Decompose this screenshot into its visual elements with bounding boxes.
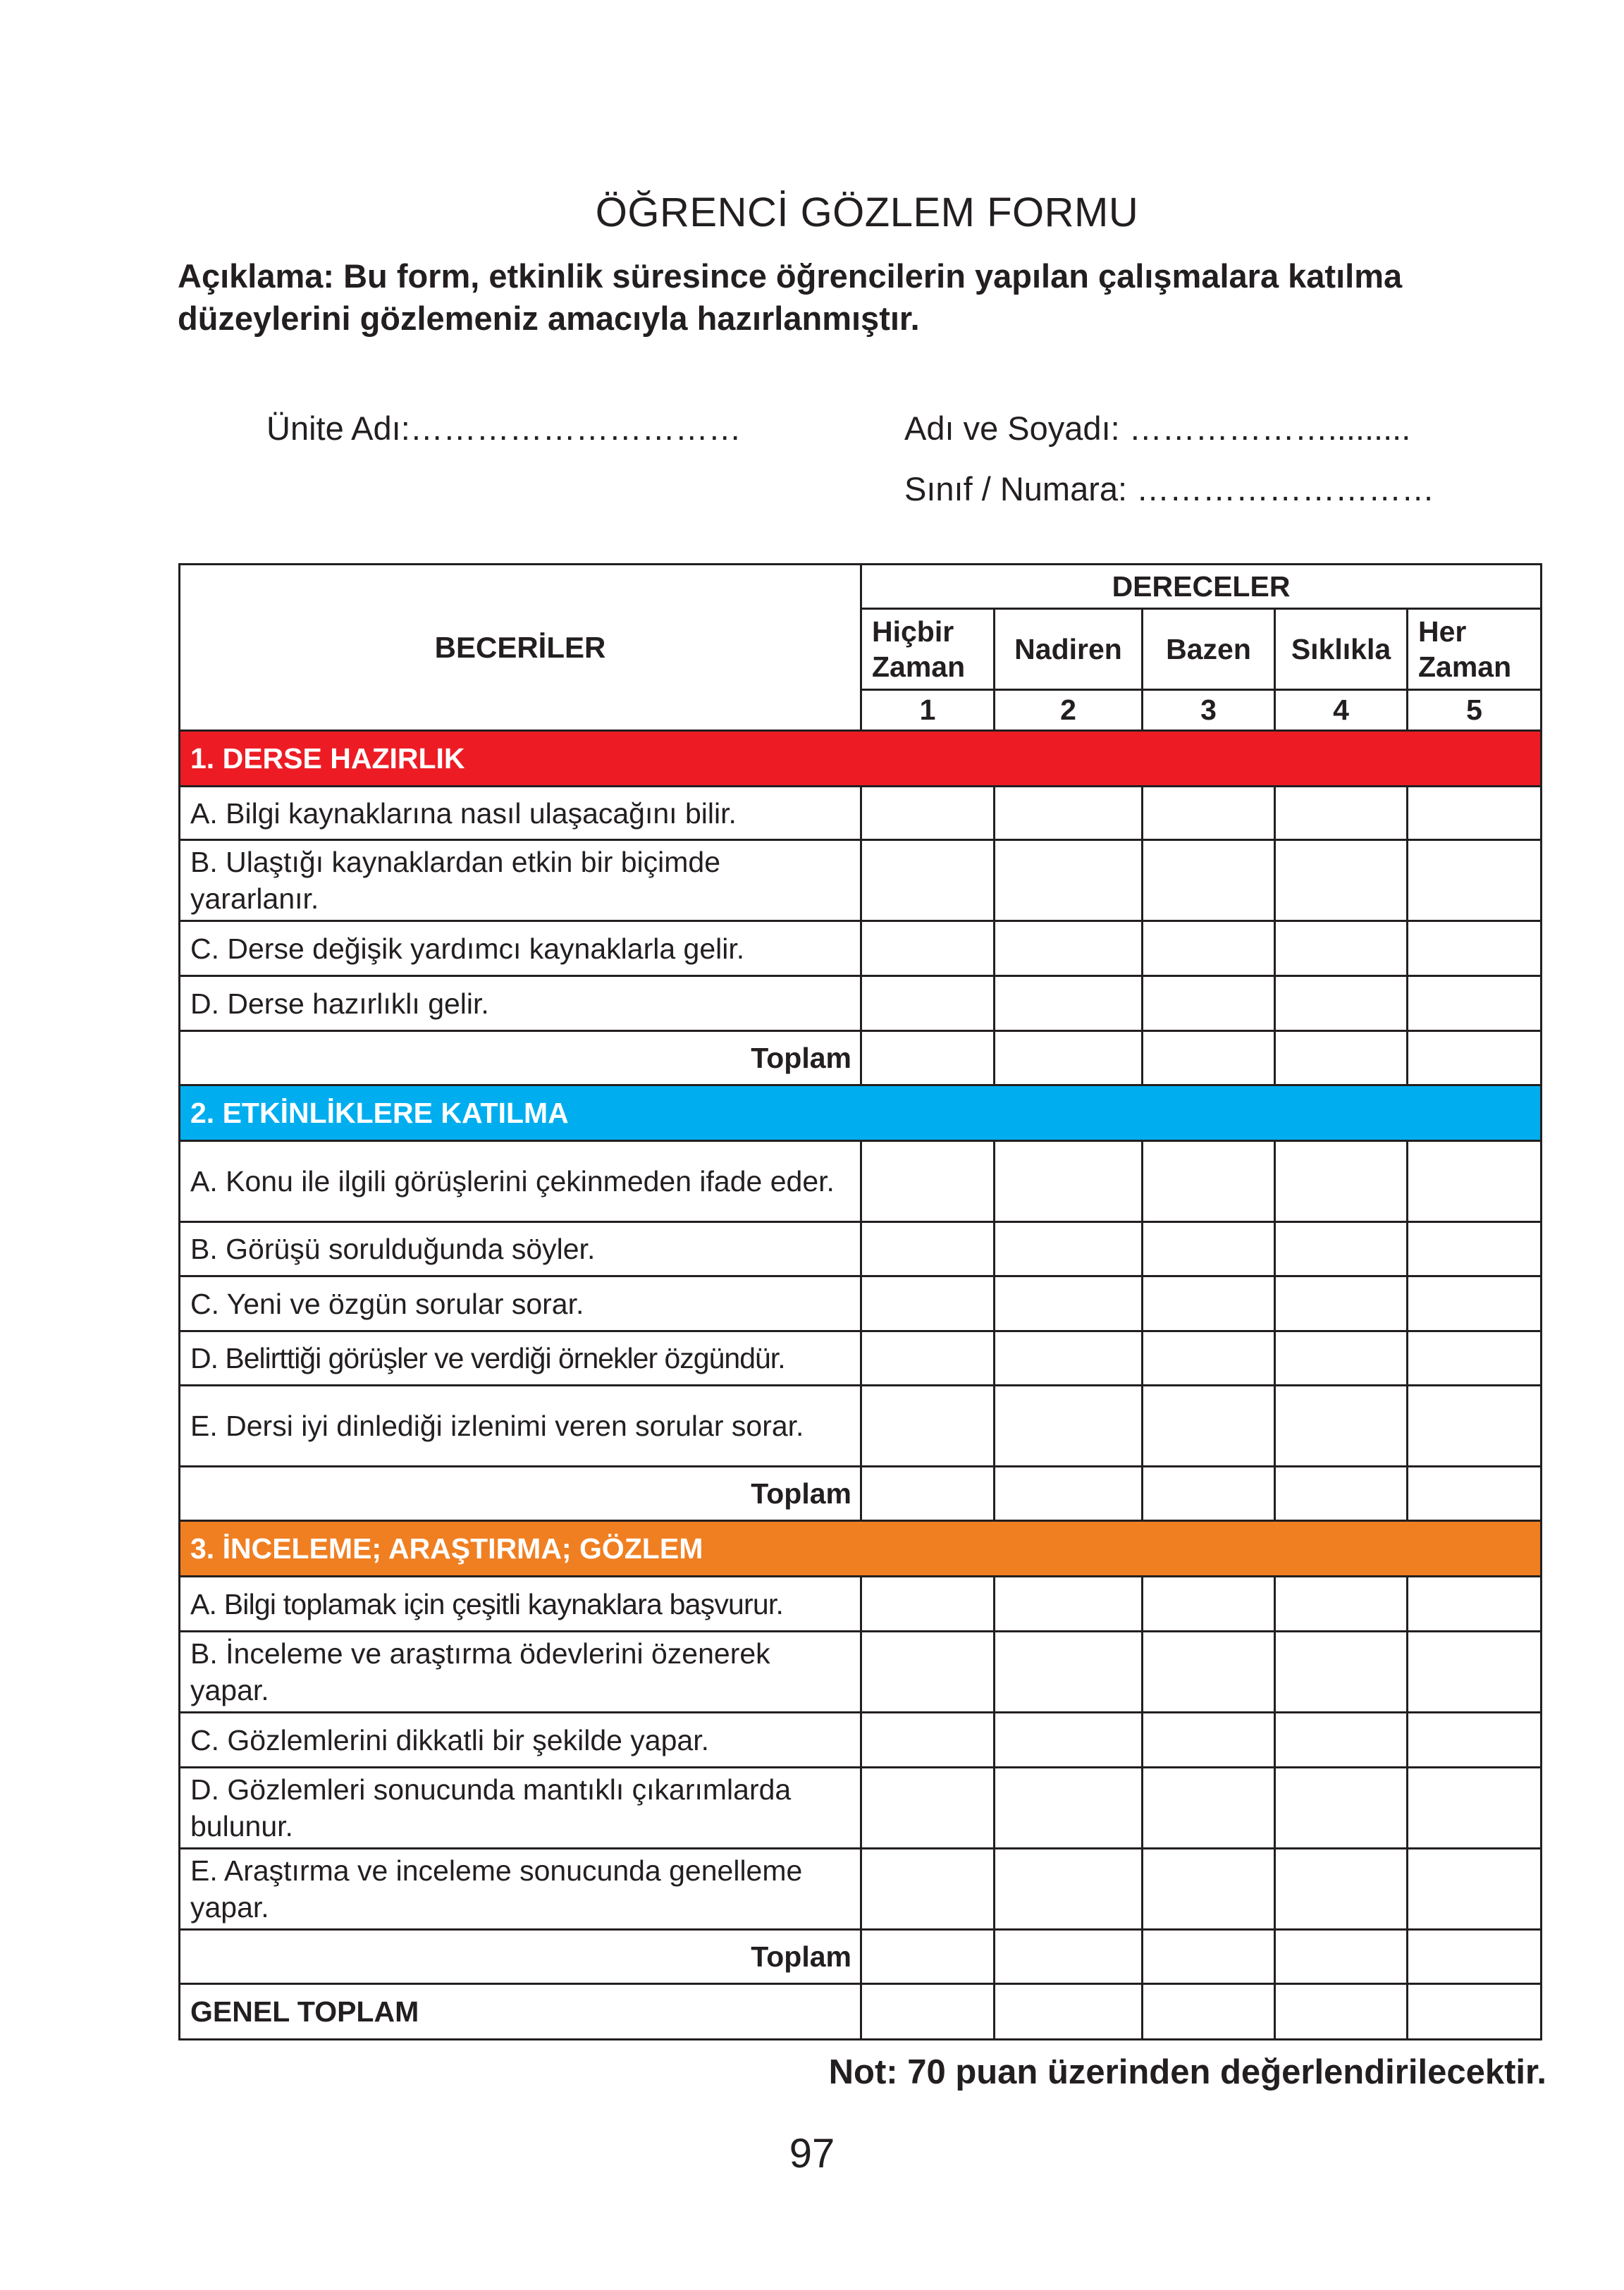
rating-cell[interactable] bbox=[995, 1386, 1143, 1467]
rating-cell[interactable] bbox=[1275, 921, 1408, 976]
total-cell[interactable] bbox=[1143, 1930, 1275, 1984]
grand-total-cell[interactable] bbox=[1408, 1984, 1542, 2040]
rating-cell[interactable] bbox=[1143, 1222, 1275, 1276]
rating-cell[interactable] bbox=[1275, 1276, 1408, 1331]
total-cell[interactable] bbox=[1143, 1467, 1275, 1521]
total-cell[interactable] bbox=[1408, 1930, 1542, 1984]
total-cell[interactable] bbox=[861, 1031, 995, 1085]
skills-header: BECERİLER bbox=[180, 565, 861, 731]
total-cell[interactable] bbox=[1275, 1031, 1408, 1085]
rating-cell[interactable] bbox=[861, 840, 995, 921]
unite-adi-field[interactable]: Ünite Adı:………………………… bbox=[266, 410, 742, 447]
rating-cell[interactable] bbox=[1408, 1713, 1542, 1768]
rating-value-1: 1 bbox=[861, 690, 995, 731]
rating-cell[interactable] bbox=[995, 1632, 1143, 1713]
rating-cell[interactable] bbox=[1408, 1222, 1542, 1276]
form-title: ÖĞRENCİ GÖZLEM FORMU bbox=[595, 190, 1139, 235]
rating-cell[interactable] bbox=[1143, 921, 1275, 976]
rating-cell[interactable] bbox=[861, 1331, 995, 1386]
rating-label-4: Sıklıkla bbox=[1275, 609, 1408, 690]
sinif-numara-field[interactable]: Sınıf / Numara: ……………………… bbox=[904, 470, 1435, 507]
rating-cell[interactable] bbox=[995, 1141, 1143, 1222]
section-total-label: Toplam bbox=[180, 1467, 861, 1521]
rating-cell[interactable] bbox=[1143, 787, 1275, 840]
rating-cell[interactable] bbox=[861, 1386, 995, 1467]
rating-cell[interactable] bbox=[861, 1141, 995, 1222]
rating-cell[interactable] bbox=[1143, 1331, 1275, 1386]
skill-item: D. Derse hazırlıklı gelir. bbox=[180, 976, 861, 1031]
skill-item: E. Dersi iyi dinlediği izlenimi veren sorular sorar. bbox=[180, 1386, 861, 1467]
total-cell[interactable] bbox=[995, 1467, 1143, 1521]
section-inceleme-arastirma-gozlem: 3. İNCELEME; ARAŞTIRMA; GÖZLEM bbox=[180, 1521, 1542, 1577]
total-cell[interactable] bbox=[1275, 1467, 1408, 1521]
rating-value-4: 4 bbox=[1275, 690, 1408, 731]
rating-cell[interactable] bbox=[1408, 1141, 1542, 1222]
rating-cell[interactable] bbox=[1275, 1386, 1408, 1467]
total-cell[interactable] bbox=[1408, 1467, 1542, 1521]
total-cell[interactable] bbox=[1408, 1031, 1542, 1085]
rating-cell[interactable] bbox=[1408, 840, 1542, 921]
rating-cell[interactable] bbox=[995, 1276, 1143, 1331]
total-cell[interactable] bbox=[995, 1031, 1143, 1085]
rating-cell[interactable] bbox=[1275, 1222, 1408, 1276]
rating-cell[interactable] bbox=[995, 1849, 1143, 1930]
rating-cell[interactable] bbox=[1275, 976, 1408, 1031]
rating-cell[interactable] bbox=[1275, 1768, 1408, 1849]
total-cell[interactable] bbox=[861, 1930, 995, 1984]
rating-cell[interactable] bbox=[1143, 1768, 1275, 1849]
grand-total-cell[interactable] bbox=[995, 1984, 1143, 2040]
rating-cell[interactable] bbox=[995, 1222, 1143, 1276]
section-etkinliklere-katilma: 2. ETKİNLİKLERE KATILMA bbox=[180, 1085, 1542, 1141]
skill-item: C. Yeni ve özgün sorular sorar. bbox=[180, 1276, 861, 1331]
rating-label-1: Hiçbir Zaman bbox=[861, 609, 995, 690]
page-number: 97 bbox=[789, 2131, 835, 2177]
rating-cell[interactable] bbox=[995, 840, 1143, 921]
rating-cell[interactable] bbox=[1275, 1331, 1408, 1386]
rating-cell[interactable] bbox=[1408, 1577, 1542, 1632]
rating-cell[interactable] bbox=[1143, 1276, 1275, 1331]
grand-total-cell[interactable] bbox=[1143, 1984, 1275, 2040]
rating-value-2: 2 bbox=[995, 690, 1143, 731]
rating-cell[interactable] bbox=[1275, 1577, 1408, 1632]
rating-value-3: 3 bbox=[1143, 690, 1275, 731]
evaluation-note: Not: 70 puan üzerinden değerlendirilecektir. bbox=[828, 2053, 1546, 2091]
rating-cell[interactable] bbox=[1408, 1768, 1542, 1849]
rating-cell[interactable] bbox=[861, 1222, 995, 1276]
total-cell[interactable] bbox=[1143, 1031, 1275, 1085]
grand-total-cell[interactable] bbox=[861, 1984, 995, 2040]
rating-cell[interactable] bbox=[1275, 840, 1408, 921]
rating-label-2: Nadiren bbox=[995, 609, 1143, 690]
rating-cell[interactable] bbox=[1408, 1276, 1542, 1331]
rating-cell[interactable] bbox=[861, 976, 995, 1031]
rating-cell[interactable] bbox=[1275, 1849, 1408, 1930]
rating-cell[interactable] bbox=[1408, 1386, 1542, 1467]
rating-cell[interactable] bbox=[995, 921, 1143, 976]
rating-cell[interactable] bbox=[1275, 1632, 1408, 1713]
rating-cell[interactable] bbox=[1408, 1849, 1542, 1930]
section-total-label: Toplam bbox=[180, 1031, 861, 1085]
skill-item: C. Derse değişik yardımcı kaynaklarla gelir. bbox=[180, 921, 861, 976]
skill-item: D. Belirttiği görüşler ve verdiği örnekler özgündür. bbox=[180, 1331, 861, 1386]
rating-cell[interactable] bbox=[861, 787, 995, 840]
rating-cell[interactable] bbox=[1143, 1632, 1275, 1713]
rating-value-5: 5 bbox=[1408, 690, 1542, 731]
skill-item: B. İnceleme ve araştırma ödevlerini özenerek yapar. bbox=[180, 1632, 861, 1713]
rating-cell[interactable] bbox=[1143, 840, 1275, 921]
rating-cell[interactable] bbox=[861, 921, 995, 976]
rating-cell[interactable] bbox=[995, 1577, 1143, 1632]
rating-cell[interactable] bbox=[1143, 1141, 1275, 1222]
rating-cell[interactable] bbox=[1143, 976, 1275, 1031]
rating-cell[interactable] bbox=[1408, 787, 1542, 840]
rating-cell[interactable] bbox=[1275, 787, 1408, 840]
rating-cell[interactable] bbox=[1143, 1713, 1275, 1768]
observation-table bbox=[178, 563, 1542, 2040]
ratings-header: DERECELER bbox=[861, 565, 1542, 609]
rating-cell[interactable] bbox=[861, 1632, 995, 1713]
rating-cell[interactable] bbox=[861, 1276, 995, 1331]
rating-cell[interactable] bbox=[861, 1577, 995, 1632]
grand-total-label: GENEL TOPLAM bbox=[180, 1984, 861, 2040]
rating-cell[interactable] bbox=[1275, 1141, 1408, 1222]
skill-item: A. Konu ile ilgili görüşlerini çekinmeden ifade eder. bbox=[180, 1141, 861, 1222]
rating-label-3: Bazen bbox=[1143, 609, 1275, 690]
rating-cell[interactable] bbox=[1408, 1632, 1542, 1713]
rating-label-5: Her Zaman bbox=[1408, 609, 1542, 690]
skill-item: D. Gözlemleri sonucunda mantıklı çıkarımlarda bulunur. bbox=[180, 1768, 861, 1849]
rating-cell[interactable] bbox=[995, 787, 1143, 840]
rating-cell[interactable] bbox=[861, 1849, 995, 1930]
rating-cell[interactable] bbox=[1143, 1577, 1275, 1632]
skill-item: B. Görüşü sorulduğunda söyler. bbox=[180, 1222, 861, 1276]
rating-cell[interactable] bbox=[1408, 921, 1542, 976]
rating-cell[interactable] bbox=[995, 1768, 1143, 1849]
total-cell[interactable] bbox=[1275, 1930, 1408, 1984]
total-cell[interactable] bbox=[861, 1467, 995, 1521]
rating-cell[interactable] bbox=[1143, 1849, 1275, 1930]
skill-item: A. Bilgi kaynaklarına nasıl ulaşacağını bilir. bbox=[180, 787, 861, 840]
rating-cell[interactable] bbox=[995, 1713, 1143, 1768]
rating-cell[interactable] bbox=[995, 1331, 1143, 1386]
rating-cell[interactable] bbox=[1143, 1386, 1275, 1467]
skill-item: B. Ulaştığı kaynaklardan etkin bir biçimde yararlanır. bbox=[180, 840, 861, 921]
rating-cell[interactable] bbox=[861, 1713, 995, 1768]
rating-cell[interactable] bbox=[995, 976, 1143, 1031]
skill-item: A. Bilgi toplamak için çeşitli kaynaklara başvurur. bbox=[180, 1577, 861, 1632]
section-total-label: Toplam bbox=[180, 1930, 861, 1984]
rating-cell[interactable] bbox=[1408, 1331, 1542, 1386]
grand-total-cell[interactable] bbox=[1275, 1984, 1408, 2040]
adi-soyadi-field[interactable]: Adı ve Soyadı: ………………......... bbox=[904, 410, 1411, 447]
total-cell[interactable] bbox=[995, 1930, 1143, 1984]
section-derse-hazirlik: 1. DERSE HAZIRLIK bbox=[180, 731, 1542, 787]
rating-cell[interactable] bbox=[1275, 1713, 1408, 1768]
form-description: Açıklama: Bu form, etkinlik süresince öğrencilerin yapılan çalışmalara katılma düzeylerini gözlemeniz amacıyla hazırlanmıştır. bbox=[178, 257, 1403, 337]
skill-item: E. Araştırma ve inceleme sonucunda genelleme yapar. bbox=[180, 1849, 861, 1930]
rating-cell[interactable] bbox=[861, 1768, 995, 1849]
rating-cell[interactable] bbox=[1408, 976, 1542, 1031]
skill-item: C. Gözlemlerini dikkatli bir şekilde yapar. bbox=[180, 1713, 861, 1768]
